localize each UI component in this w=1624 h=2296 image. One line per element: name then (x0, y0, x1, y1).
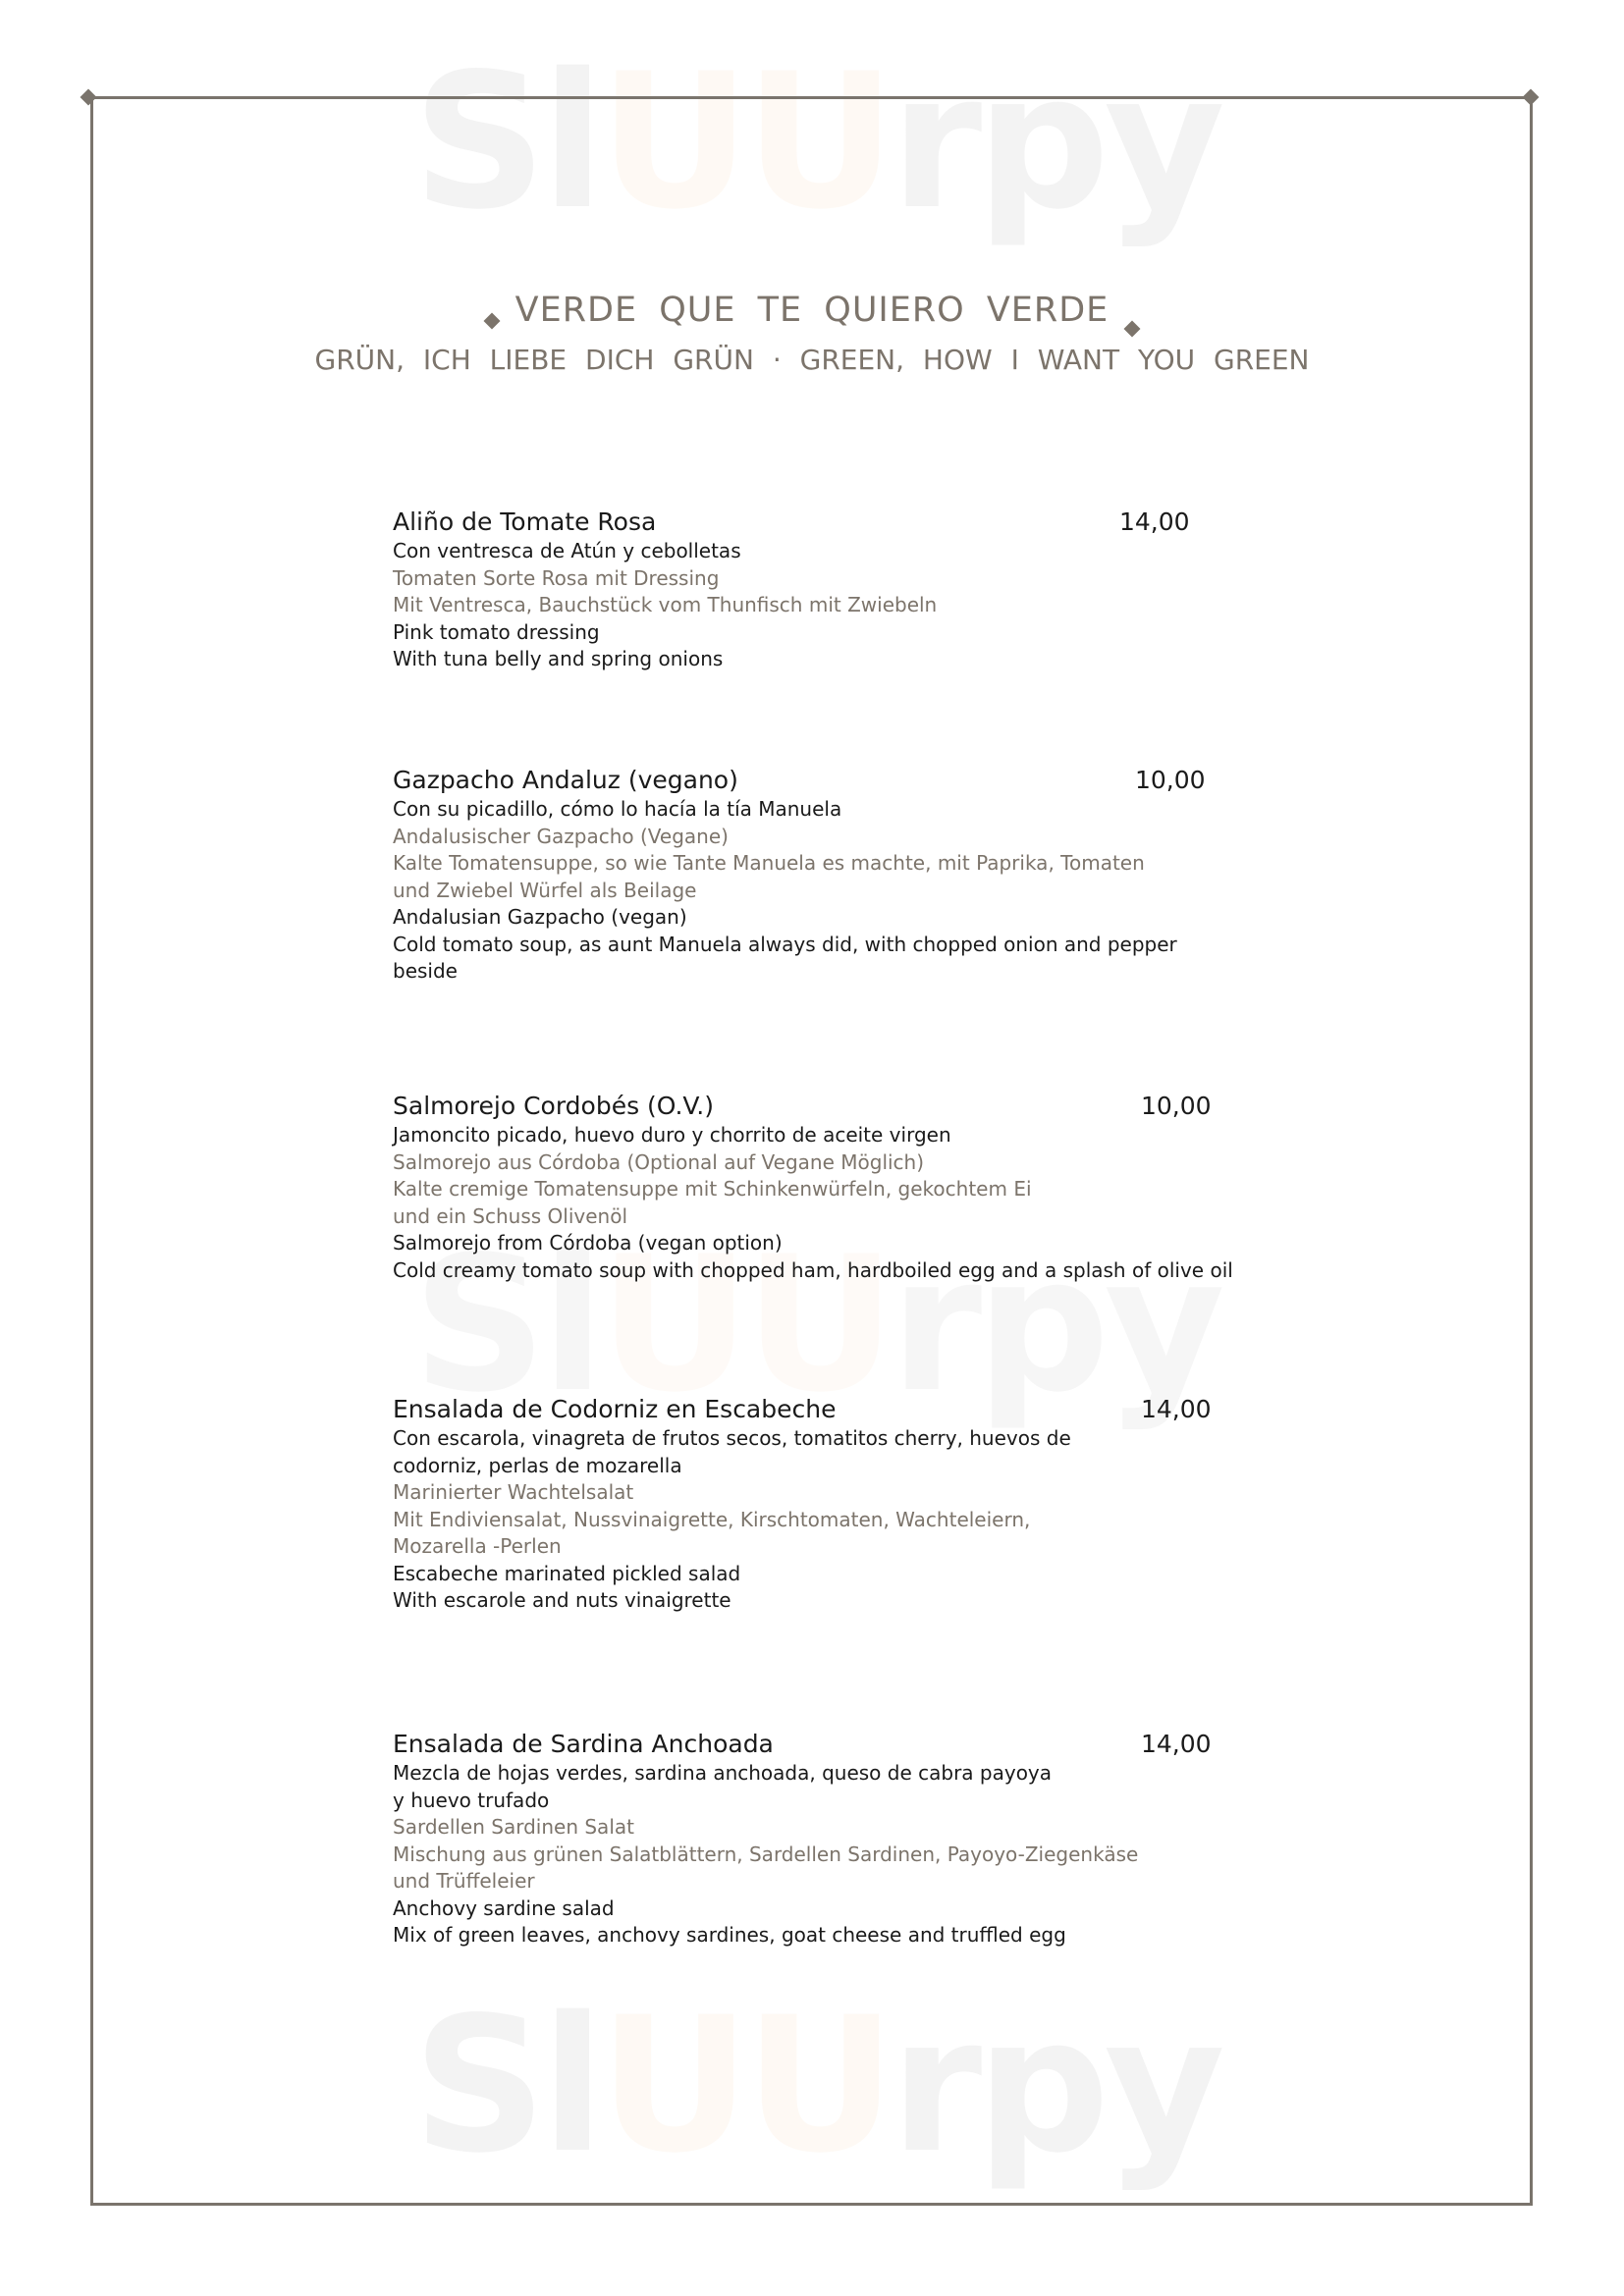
description-de: und Zwiebel Würfel als Beilage (393, 878, 697, 902)
section-title-text: VERDE QUE TE QUIERO VERDE (514, 291, 1110, 330)
description-en: Anchovy sardine salad (393, 1896, 615, 1920)
description-en: With tuna belly and spring onions (393, 647, 724, 670)
dish-name: Ensalada de Sardina Anchoada (393, 1730, 774, 1758)
description-es: Con ventresca de Atún y cebolletas (393, 539, 741, 562)
dish-price: 14,00 (1141, 1730, 1212, 1758)
description-es: y huevo trufado (393, 1788, 550, 1812)
description-de: Mischung aus grünen Salatblättern, Sardellen Sardinen, Payoyo-Ziegenkäse (393, 1842, 1139, 1866)
description-de: Kalte Tomatensuppe, so wie Tante Manuela es machte, mit Paprika, Tomaten (393, 851, 1145, 875)
menu-item (393, 1729, 1227, 1949)
dish-name: Salmorejo Cordobés (O.V.) (393, 1092, 715, 1120)
description-de: und Trüffeleier (393, 1869, 535, 1893)
diamond-icon (483, 313, 500, 330)
dish-price: 14,00 (1141, 1395, 1212, 1423)
description-en: Escabeche marinated pickled salad (393, 1561, 741, 1585)
description-de: Tomaten Sorte Rosa mit Dressing (393, 565, 720, 590)
frame-left-border (90, 96, 93, 2206)
description-en: beside (393, 959, 458, 983)
description-en: Mix of green leaves, anchovy sardines, goat cheese and truffled egg (393, 1923, 1066, 1947)
description-es: codorniz, perlas de mozarella (393, 1453, 682, 1477)
description-de: Marinierter Wachtelsalat (393, 1480, 634, 1504)
description-es: Mezcla de hojas verdes, sardina anchoada, queso de cabra payoya (393, 1761, 1053, 1785)
description-de: Kalte cremige Tomatensuppe mit Schinkenwürfeln, gekochtem Ei (393, 1177, 1032, 1201)
dish-price: 10,00 (1141, 1092, 1212, 1120)
description-en: Cold tomato soup, as aunt Manuela always did, with chopped onion and pepper (393, 932, 1177, 956)
description-es: Con su picadillo, cómo lo hacía la tía Manuela (393, 797, 842, 821)
description-en: Salmorejo from Córdoba (vegan option) (393, 1231, 783, 1255)
description-es: Jamoncito picado, huevo duro y chorrito de aceite virgen (393, 1123, 951, 1147)
corner-diamond-icon (1523, 89, 1540, 106)
diamond-icon (1124, 321, 1141, 338)
description-en: Andalusian Gazpacho (vegan) (393, 905, 687, 929)
description-en: With escarole and nuts vinaigrette (393, 1588, 731, 1612)
dish-price: 10,00 (1135, 766, 1206, 794)
dish-name: Gazpacho Andaluz (vegano) (393, 766, 738, 794)
menu-item (393, 1394, 1227, 1615)
dish-price: 14,00 (1119, 507, 1190, 536)
description-de: Mit Ventresca, Bauchstück vom Thunfisch mit Zwiebeln (393, 593, 938, 616)
frame-bottom-border (90, 2203, 1533, 2206)
description-en: Pink tomato dressing (393, 619, 600, 644)
description-de: Salmorejo aus Córdoba (Optional auf Vegane Möglich) (393, 1149, 925, 1174)
corner-diamond-icon (81, 89, 97, 106)
description-de: und ein Schuss Olivenöl (393, 1203, 628, 1228)
description-de: Sardellen Sardinen Salat (393, 1815, 634, 1839)
menu-item (393, 765, 1227, 986)
watermark-logo (412, 1993, 1218, 2179)
section-title (0, 291, 1624, 335)
frame-top-border (90, 96, 1533, 99)
watermark-logo (412, 49, 1218, 236)
description-de: Mozarella -Perlen (393, 1534, 562, 1558)
description-de: Andalusischer Gazpacho (Vegane) (393, 824, 729, 848)
dish-name: Ensalada de Codorniz en Escabeche (393, 1395, 837, 1423)
frame-right-border (1530, 96, 1533, 2206)
dish-name: Aliño de Tomate Rosa (393, 507, 657, 536)
description-de: Mit Endiviensalat, Nussvinaigrette, Kirschtomaten, Wachteleiern, (393, 1507, 1031, 1531)
description-es: Con escarola, vinagreta de frutos secos, tomatitos cherry, huevos de (393, 1426, 1071, 1450)
section-subtitle: GRÜN, ICH LIEBE DICH GRÜN · GREEN, HOW I WANT YOU GREEN (314, 344, 1310, 376)
menu-item (393, 1091, 1233, 1284)
menu-item (393, 507, 1227, 673)
description-en: Cold creamy tomato soup with chopped ham, hardboiled egg and a splash of olive oil (393, 1257, 1233, 1282)
